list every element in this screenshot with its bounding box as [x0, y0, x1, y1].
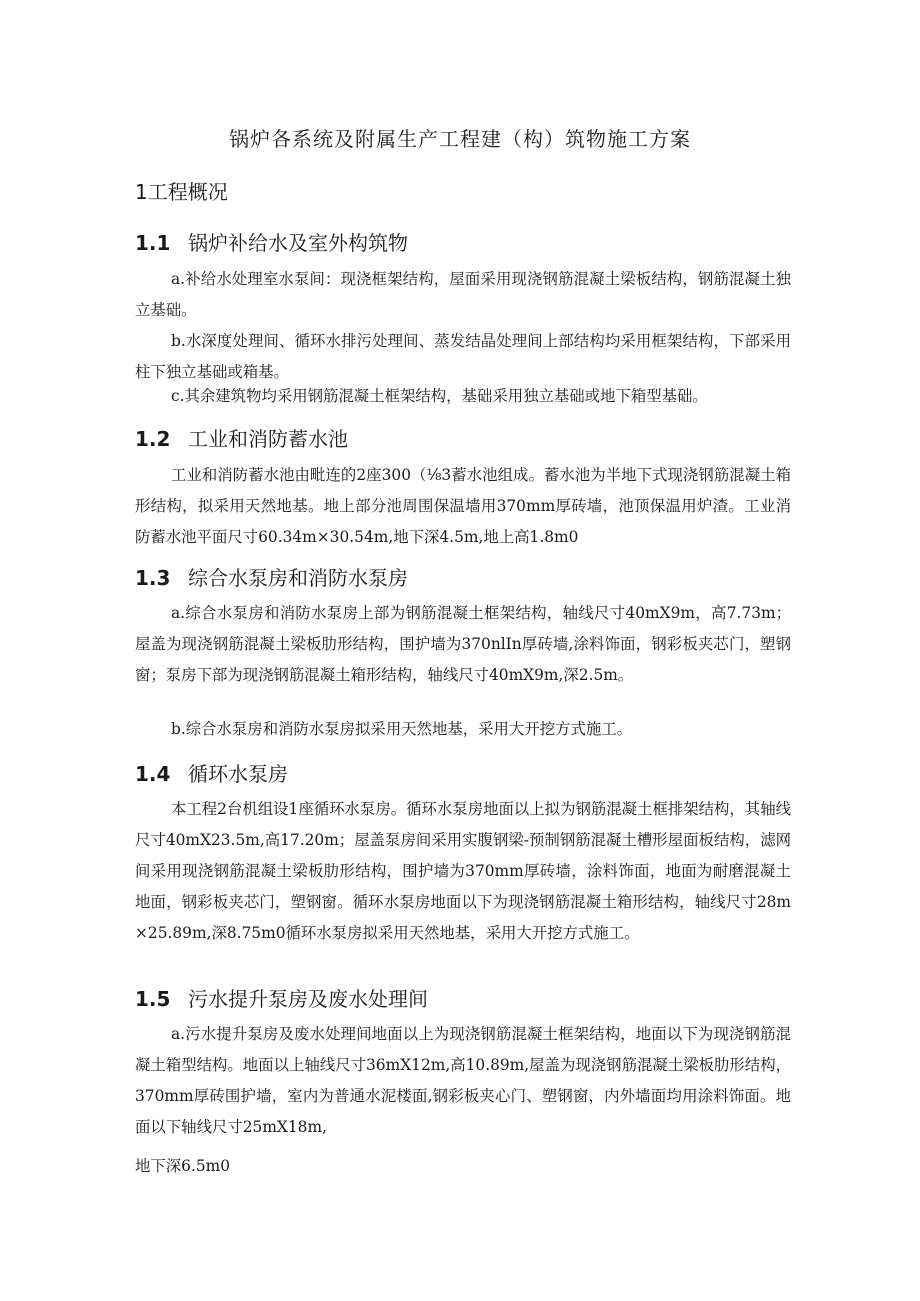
section-number: 1.2 [135, 427, 171, 451]
paragraph: a.综合水泵房和消防水泵房上部为钢筋混凝土框架结构，轴线尺寸40mX9m，高7.73m；屋盖为现浇钢筋混凝土梁板肋形结构，围护墙为370nlIn厚砖墙,涂料饰面，钢彩板夹芯门，塑钢窗；泵房下部为现浇钢筋混凝土箱形结构，轴线尺寸40mX9m,深2.5m。 [135, 604, 791, 684]
document-title: 锅炉各系统及附属生产工程建（构）筑物施工方案 [229, 127, 691, 151]
section-1-5-heading [135, 985, 428, 1013]
paragraph: b.综合水泵房和消防水泵房拟采用天然地基，采用大开挖方式施工。 [171, 720, 633, 738]
section-title: 循环水泵房 [188, 762, 288, 786]
paragraph: b.水深度处理间、循环水排污处理间、蒸发结晶处理间上部结构均采用框架结构，下部采用柱下独立基础或箱基。 [135, 332, 791, 381]
paragraph: c.其余建筑物均采用钢筋混凝土框架结构，基础采用独立基础或地下箱型基础。 [171, 387, 708, 405]
section-number: 1.5 [135, 987, 171, 1011]
section-1-2-heading [135, 425, 348, 453]
section-1-1-heading [135, 229, 408, 257]
section-1-4-heading [135, 760, 288, 788]
section-number: 1.4 [135, 762, 171, 786]
section-1-heading: 1工程概况 [135, 180, 228, 204]
paragraph: a.补给水处理室水泵间：现浇框架结构，屋面采用现浇钢筋混凝土梁板结构，钢筋混凝土独立基础。 [135, 270, 791, 319]
section-1-3-heading [135, 564, 408, 592]
section-number: 1.3 [135, 566, 171, 590]
section-title: 工业和消防蓄水池 [188, 427, 348, 451]
section-title: 锅炉补给水及室外构筑物 [188, 231, 408, 255]
section-title: 综合水泵房和消防水泵房 [188, 566, 408, 590]
paragraph: 本工程2台机组设1座循环水泵房。循环水泵房地面以上拟为钢筋混凝土框排架结构，其轴线尺寸40mX23.5m,高17.20m；屋盖泵房间采用实腹钢梁-预制钢筋混凝土槽形屋面板结构，滤网间采用现浇钢筋混凝土梁板肋形结构，围护墙为370mm厚砖墙，涂料饰面，地面为耐磨混凝土地面，钢彩板夹芯门，塑钢窗。循环水泵房地面以下为现浇钢筋混凝土箱形结构，轴线尺寸28m×25.89m,深8.75m0循环水泵房拟采用天然地基，采用大开挖方式施工。 [135, 800, 791, 942]
paragraph: 地下深6.5m0 [135, 1157, 231, 1175]
paragraph: 工业和消防蓄水池由毗连的2座300（⅛3蓄水池组成。蓄水池为半地下式现浇钢筋混凝土箱形结构，拟采用天然地基。地上部分池周围保温墙用370mm厚砖墙，池顶保温用炉渣。工业消防蓄水池平面尺寸60.34m×30.54m,地下深4.5m,地上高1.8m0 [135, 466, 791, 546]
paragraph: a.污水提升泵房及废水处理间地面以上为现浇钢筋混凝土框架结构，地面以下为现浇钢筋混凝土箱型结构。地面以上轴线尺寸36mX12m,高10.89m,屋盖为现浇钢筋混凝土梁板肋形结构，370mm厚砖围护墙，室内为普通水泥楼面,钢彩板夹心门、塑钢窗，内外墙面均用涂料饰面。地面以下轴线尺寸25mX18m, [135, 1025, 791, 1136]
section-number: 1.1 [135, 231, 171, 255]
section-title: 污水提升泵房及废水处理间 [188, 987, 428, 1011]
